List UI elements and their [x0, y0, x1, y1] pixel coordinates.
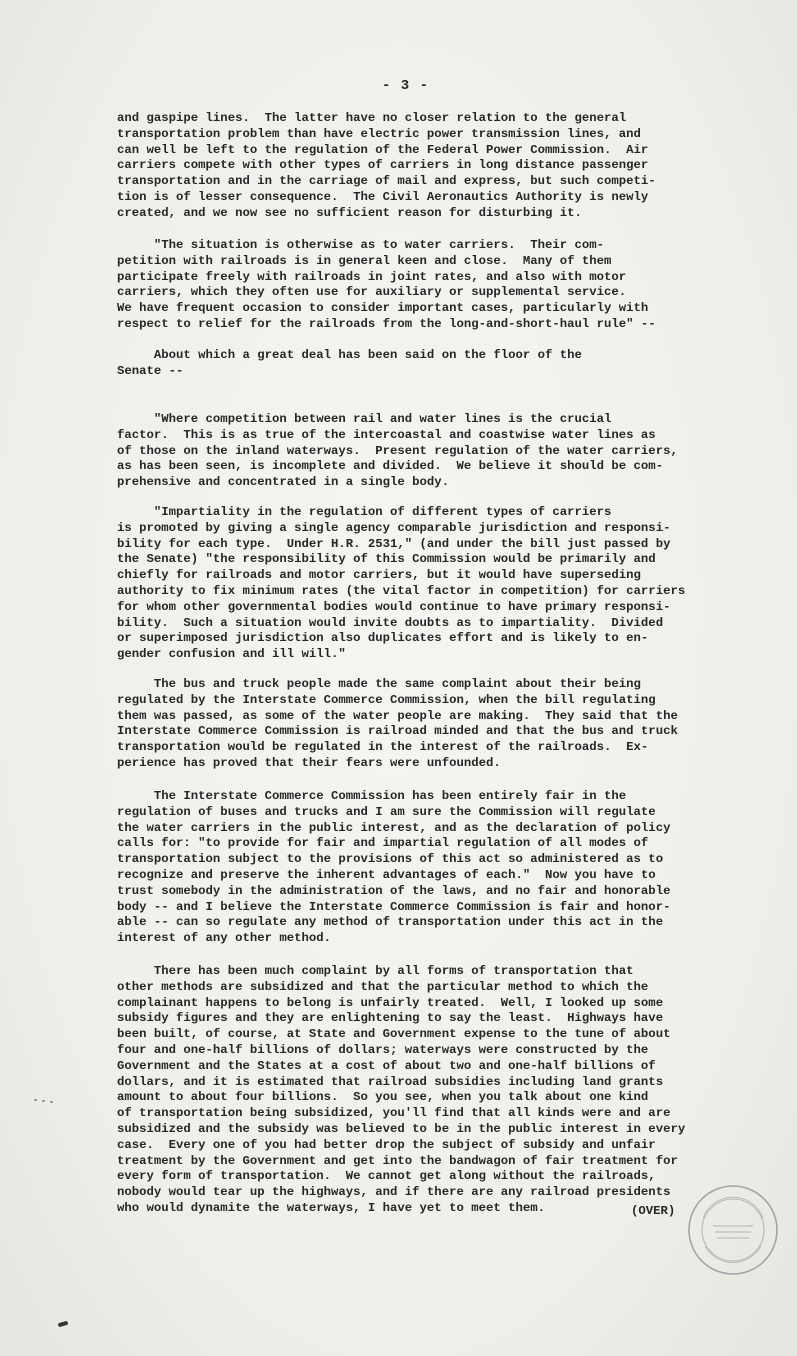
paragraph-7: The Interstate Commerce Commission has been entirely fair in the regulation of buses and trucks and I am sure the Commission will regulate the water carriers in the public interest, and as the declaration of policy calls for: "to provide for fair and impartial regulation of all modes of transportation subject to the provisions of this act so administered as to recognize and preserve the inherent advantages of each." Now you have to trust somebody in the administration of the laws, and no fair and honorable body -- and I believe the Interstate Commerce Commission is fair and honor- able -- can so regulate any method of transportation under this act in the interest of any other method.: [117, 789, 671, 946]
ink-speck: [34, 1099, 37, 1101]
ink-speck: [58, 1321, 69, 1327]
paragraph-5: "Impartiality in the regulation of different types of carriers is promoted by giving a single agency comparable jurisdiction and responsi- bility for each type. Under H.R. 2531," (and under the bill just passed by the Senate) "the responsibility of this Commission would be primarily and chiefly for railroads and motor carriers, but it would have superseding authority to fix minimum rates (the vital factor in competition) for carriers for whom other governmental bodies would continue to have primary responsi- bility. Such a situation would invite doubts as to impartiality. Divided or superimposed jurisdiction also duplicates effort and is likely to en- gender confusion and ill will.": [117, 505, 686, 662]
paragraph-4: "Where competition between rail and water lines is the crucial factor. This is as true of the intercoastal and coastwise water lines as of those on the inland waterways. Present regulation of the water carriers, as has been seen, is incomplete and divided. We believe it should be com- prehensive and concentrated in a single body.: [117, 412, 678, 490]
ink-speck: [50, 1101, 53, 1103]
paragraph-8: There has been much complaint by all forms of transportation that other methods are subsidized and that the particular method to which the complainant happens to belong is unfairly treated. Well, I looked up some subsidy figures and they are enlightening to say the least. Highways have been built, of course, at State and Government expense to the tune of about four and one-half billions of dollars; waterways were constructed by the Government and the States at a cost of about two and one-half billions of dollars, and it is estimated that railroad subsidies including land grants amount to about four billions. So you see, when you talk about one kind of transportation being subsidized, you'll find that all kinds were and are subsidized and the subsidy was believed to be in the public interest in every case. Every one of you had better drop the subject of subsidy and unfair treatment by the Government and get into the bandwagon of fair treatment for every form of transportation. We cannot get along without the railroads, nobody would tear up the highways, and if there are any railroad presidents who would dynamite the waterways, I have yet to meet them.: [117, 964, 686, 1215]
archive-stamp-icon: [685, 1182, 781, 1278]
paragraph-3: About which a great deal has been said on the floor of the Senate --: [117, 348, 582, 378]
paragraph-6: The bus and truck people made the same complaint about their being regulated by the Interstate Commerce Commission, when the bill regulating them was passed, as some of the water people are making. They said that the Interstate Commerce Commission is railroad minded and that the bus and truck transportation would be regulated in the interest of the railroads. Ex- perience has proved that their fears were unfounded.: [117, 677, 678, 770]
over-label: (OVER): [631, 1204, 676, 1218]
ink-speck: [42, 1100, 45, 1102]
paragraph-1: and gaspipe lines. The latter have no closer relation to the general transportation problem than have electric power transmission lines, and can well be left to the regulation of the Federal Power Commission. Air carriers compete with other types of carriers in long distance passenger transportation and in the carriage of mail and express, but such competi- tion is of lesser consequence. The Civil Aeronautics Authority is newly created, and we now see no sufficient reason for disturbing it.: [117, 111, 656, 220]
paragraph-2: "The situation is otherwise as to water carriers. Their com- petition with railroads is in general keen and close. Many of them participate freely with railroads in joint rates, and also with motor carriers, which they often use for auxiliary or supplemental service. We have frequent occasion to consider important cases, particularly with respect to relief for the railroads from the long-and-short-haul rule" --: [117, 238, 656, 331]
page-number: - 3 -: [382, 78, 430, 94]
